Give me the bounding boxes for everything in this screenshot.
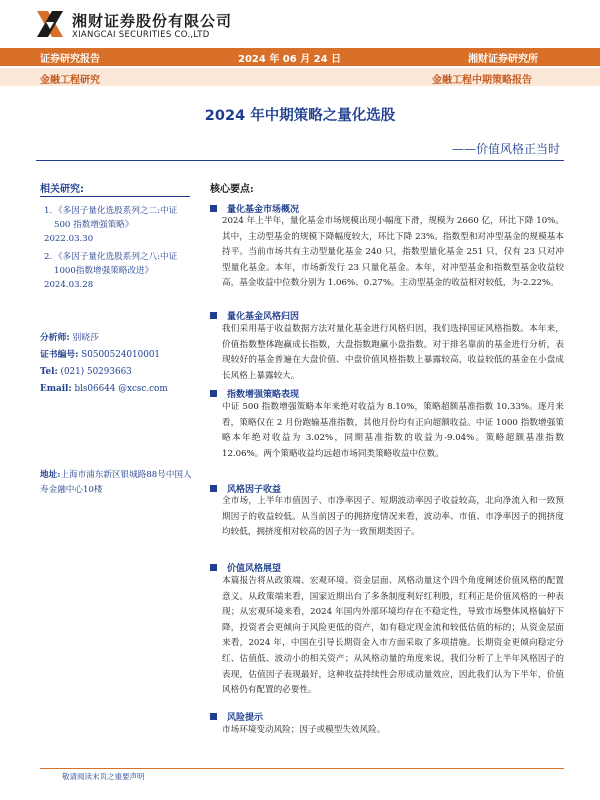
section-text: 全市场，上半年市值因子、市净率因子、短期波动率因子收益较高，北向净流入和一致预期因子的收益较低。从当前因子的拥挤度情况来看，波动率、市值、市净率因子的拥挤度均较低，拥挤度相对较高的因子为一致预期类因子。 (222, 496, 564, 538)
related-divider (40, 196, 190, 197)
section-heading: 风格因子收益 (210, 482, 281, 495)
address-text: 上海市浦东新区银城路88号中国人寿金融中心10楼 (40, 470, 192, 495)
analyst-tel: (021) 50293663 (60, 367, 132, 377)
section-heading: 价值风格展望 (210, 561, 281, 574)
related-item-title: 《多因子量化选股系列之二:中证 500 指数增强策略》 (54, 206, 178, 230)
analyst-cert: S0500524010001 (81, 350, 161, 360)
bullet-square-icon (210, 390, 217, 397)
analyst-email-label: Email: (40, 384, 72, 394)
section-heading: 指数增强策略表现 (210, 387, 299, 400)
related-item-date: 2024.03.28 (44, 280, 94, 290)
analyst-name-row (40, 330, 99, 346)
related-item-number: 1. (44, 206, 53, 216)
related-item-number: 2. (44, 252, 53, 262)
section-text: 我们采用基于收益数据方法对量化基金进行风格归因，我们选择国证风格指数。本年来，价值指数整体跑赢成长指数，大盘指数跑赢小盘指数。对于排名靠前的基金进行分析，表现较好的基金普遍在大盘价值、中盘价值风格指数上暴露较高，收益较低的基金在小盘成长风格上暴露较大。 (222, 324, 564, 381)
analyst-email-row (40, 381, 168, 397)
institute-name: 湘财证券研究所 (468, 54, 538, 65)
related-item-date: 2022.03.30 (44, 234, 94, 244)
analyst-cert-label: 证书编号: (40, 350, 79, 360)
report-category: 金融工程研究 (40, 75, 100, 86)
core-points-heading: 核心要点: (210, 184, 254, 195)
section-text: 2024 年上半年，量化基金市场规模出现小幅度下滑，规模为 2660 亿，环比下降 10%。其中，主动型基金的规模下降幅度较大，环比下降 23%。指数型和对冲型基金的规模基本持平。当前市场共有主动型量化基金 240 只，指数型量化基金 251 只，仅有 23 只对冲型量化基金。本年，市场新发行 23 只量化基金。本年，对冲型基金和指数型基金收益较高，基金收益中位数分别为 1.06%、0.27%。主动型基金的收益相对较低，为-2.22%。 (222, 216, 564, 289)
xiangcai-logo-icon (34, 8, 66, 40)
title-divider (36, 160, 564, 161)
analyst-tel-label: Tel: (40, 367, 58, 377)
bullet-square-icon (210, 205, 217, 212)
disclaimer-note: 敬请阅读末页之重要声明 (62, 772, 145, 781)
section-heading: 量化基金风格归因 (210, 309, 299, 322)
footer-divider (40, 768, 564, 769)
analyst-name: 别晓莎 (72, 333, 99, 343)
related-item[interactable] (44, 204, 190, 246)
address-label: 地址: (40, 470, 61, 480)
related-research-heading: 相关研究: (40, 184, 84, 195)
company-logo (34, 6, 274, 42)
section-text: 市场环境变动风险；因子或模型失效风险。 (222, 725, 386, 735)
report-subtitle: ——价值风格正当时 (451, 142, 560, 156)
report-title: 2024 年中期策略之量化选股 (204, 108, 396, 124)
bullet-square-icon (210, 564, 217, 571)
related-item-title: 《多因子量化选股系列之八:中证1000指数增强策略改进》 (54, 252, 178, 276)
company-name-cn: 湘财证券股份有限公司 (72, 12, 233, 30)
bullet-square-icon (210, 713, 217, 720)
report-type: 证券研究报告 (40, 54, 100, 65)
section-heading: 量化基金市场概况 (210, 202, 299, 215)
section-heading: 风险提示 (210, 710, 263, 723)
sub-header-band (0, 68, 600, 86)
analyst-address (40, 468, 200, 498)
analyst-tel-row (40, 364, 132, 380)
report-series: 金融工程中期策略报告 (432, 75, 532, 86)
bullet-square-icon (210, 312, 217, 319)
bullet-square-icon (210, 485, 217, 492)
section-text: 中证 500 指数增强策略本年来绝对收益为 8.10%，策略超额基准指数 10.33%。逐月来看，策略仅在 2 月份跑输基准指数，其他月份均有正向超额收益。中证 1000 指数增强策略本年绝对收益为 3.02%，同期基准指数的收益为-9.04%。策略超额基准指数 12.06%。两个策略收益均远超市场同类策略收益中位数。 (222, 402, 564, 459)
section-text: 本篇报告将从政策端、宏观环境、资金层面、风格动量这个四个角度阐述价值风格的配置意义。从政策端来看，国家近期出台了多条制度利好红利股，红利正是价值风格的一种表现；从宏观环境来看，2024 年国内外部环境均存在不稳定性，导致市场整体风格偏好下降，投资者会更倾向于风险更低的资产，如有稳定现金流和较低估值的标的；从资金层面来看，2024 年，中国在引导长期资金入市方面采取了多项措施。长期资金更倾向稳定分红、估值低、波动小的相关资产；从风格动量的角度来说，我们分析了上半年风格因子的表现，估值因子表现最好，这种收益持续性会形成动量效应，因此我们认为下半年，价值风格仍有配置的必要性。 (222, 576, 564, 696)
analyst-name-label: 分析师: (40, 333, 70, 343)
analyst-email[interactable]: bls06644 @xcsc.com (74, 384, 168, 394)
report-date: 2024 年 06 月 24 日 (238, 54, 342, 65)
header-band (0, 48, 600, 66)
analyst-cert-row (40, 347, 160, 363)
company-name-en: XIANGCAI SECURITIES CO.,LTD (72, 30, 210, 40)
related-item[interactable] (44, 250, 190, 292)
